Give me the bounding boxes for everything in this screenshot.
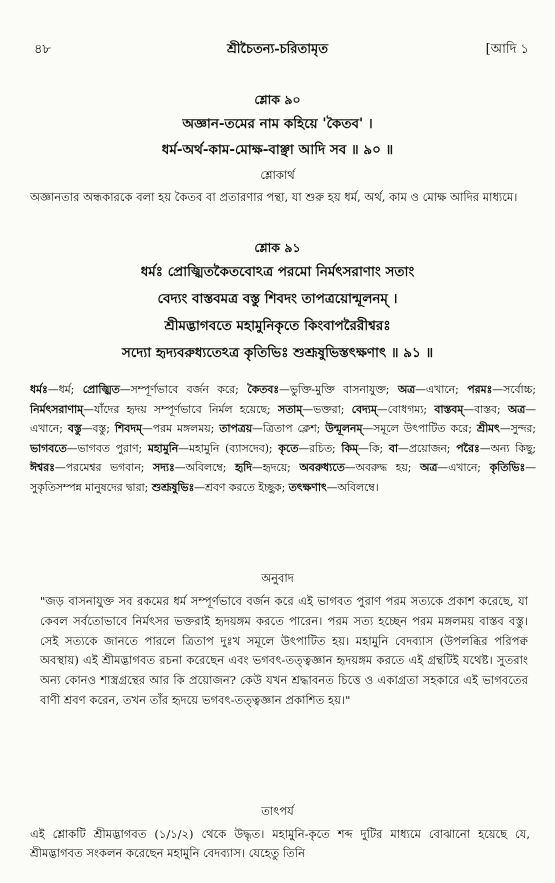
synonym-word: কিম্ xyxy=(341,441,359,455)
synonym-word: ধর্মঃ xyxy=(30,383,48,396)
synonym-word: সতাম্ xyxy=(277,402,303,416)
synonym-word: ভাগবতে xyxy=(30,441,67,455)
synonym-entry: পরমঃ—সর্বোচ্চ; xyxy=(467,383,536,396)
purport-text: এই শ্লোকটি শ্রীমদ্ভাগবত (১/১/২) থেকে উদ্ধৃত। মহামুনি-কৃতে শব্দ দুটির মাধ্যমে বোঝানো হয়েছে যে, শ্রীমদ্ভাগবত সংকলন করেছেন মহামুনি বেদব্যাস। যেহেতু তিনি xyxy=(30,827,530,860)
synonym-word: সদ্যঃ xyxy=(153,461,175,475)
sloka-91-line-4: সদ্যো হৃদ্যবরুধ্যতেঽত্র কৃতিভিঃ শুশ্রূষুভিস্তৎক্ষণাৎ ॥ ৯১ ॥ xyxy=(121,345,434,361)
synonym-entry: ধর্মঃ—ধর্ম; xyxy=(30,383,75,396)
page-header xyxy=(0,40,555,62)
synonym-meaning: পরম মঙ্গলময়; xyxy=(152,422,215,436)
synonym-meaning: সমূলে উৎপাটিত করে; xyxy=(373,422,472,436)
synonym-entry: ঈশ্বরঃ—পরমেশ্বর ভগবান; xyxy=(30,461,145,475)
synonym-entry: কৃতে—রচিত; xyxy=(278,441,336,455)
translation-text: "জড় বাসনাযুক্ত সব রকমের ধর্ম সম্পূর্ণভাবে বর্জন করে এই ভাগবত পুরাণ পরম সত্যকে প্রকাশ করেছে, যা কেবল সর্বতোভাবে নির্মৎসর ভক্তরাই হৃদয়ঙ্গম করতে পারেন। পরম সত্য হচ্ছেন পরম মঙ্গলময় বাস্তব বস্তু। সেই সত্যকে জানতে পারলে ত্রিতাপ দুঃখ সমূলে উৎপাটিত হয়। মহামুনি বেদব্যাস (উপলব্ধির পরিপক্ব অবস্থায়) এই শ্রীমদ্ভাগবত রচনা করেছেন এবং ভগবৎ-তত্ত্বজ্ঞান হৃদয়ঙ্গম করতে এই গ্রন্থটিই যথেষ্ট। সুতরাং অন্য কোনও শাস্ত্রগ্রন্থের আর কি প্রয়োজন? কেউ যখন শ্রদ্ধাবনত চিত্তে ও একাগ্রতা সহকারে এই ভাগবতের বাণী শ্রবণ করেন, তখন তাঁর হৃদয়ে ভগবৎ-তত্ত্বজ্ঞান প্রকাশিত হয়।" xyxy=(40,594,528,707)
synonym-meaning: সম্পূর্ণভাবে বর্জন করে; xyxy=(130,383,239,396)
synonym-entry: অত্র—এখানে; xyxy=(420,461,481,475)
synonym-meaning: ভাগবত পুরাণ; xyxy=(77,441,143,455)
sloka-90-meaning-heading: শ্লোকার্থ xyxy=(260,168,295,182)
synonym-entry: সতাম্—ভক্তরা; xyxy=(277,402,345,416)
synonym-entry: কৈতবঃ—ভুক্তি-মুক্তি বাসনাযুক্ত; xyxy=(247,383,390,396)
sloka-91-line-1: ধর্মঃ প্রোজ্ঝিতকৈতবোঽত্র পরমো নির্মৎসরাণাং সতাং xyxy=(140,264,415,280)
synonym-entry: অত্র—এখানে; xyxy=(30,402,536,436)
synonym-meaning: ভুক্তি-মুক্তি বাসনাযুক্ত; xyxy=(289,383,390,396)
synonym-entry: সদ্যঃ—অবিলম্বে; xyxy=(153,461,227,475)
synonym-word: পরৈঃ xyxy=(456,441,480,455)
synonym-word: বস্তু xyxy=(67,422,82,436)
synonym-entry: অত্র—এখানে; xyxy=(397,383,459,396)
synonym-meaning: ত্রিতাপ ক্লেশ; xyxy=(262,422,321,436)
synonym-word: বাস্তবম্ xyxy=(434,402,464,416)
synonym-word: অত্র xyxy=(397,383,416,396)
synonym-entry: কৃতিভিঃ—সুকৃতিসম্পন্ন মানুষদের দ্বারা; xyxy=(30,461,537,494)
synonym-meaning: অবিলম্বে; xyxy=(185,461,227,475)
translation-heading: অনুবাদ xyxy=(261,571,294,585)
synonym-meaning: কি; xyxy=(368,441,384,455)
synonym-entry: অবরুধ্যতে—অবরুদ্ধ হয়; xyxy=(299,461,412,475)
synonym-meaning: ধর্ম; xyxy=(58,383,75,396)
synonym-meaning: মহামুনি (ব্যাসদেব); xyxy=(189,441,273,455)
synonym-meaning: রচিত; xyxy=(309,441,336,455)
synonym-word: ঈশ্বরঃ xyxy=(30,461,55,475)
synonym-word: প্রোজ্ঝিত xyxy=(82,383,120,396)
sloka-91-line-3: শ্রীমদ্ভাগবতে মহামুনিকৃতে কিংবাপরৈরীশ্বরঃ xyxy=(164,318,391,334)
synonym-meaning: এখানে; xyxy=(30,422,63,436)
synonym-entry: ভাগবতে—ভাগবত পুরাণ; xyxy=(30,441,143,455)
synonym-word: কৃতিভিঃ xyxy=(489,461,526,475)
synonym-entry: নির্মৎসরাণাম্—যাঁদের হৃদয় সম্পূর্ণভাবে নির্মল হয়েছে; xyxy=(30,402,271,416)
synonym-word: কৃতে xyxy=(278,441,299,455)
synonym-meaning: হৃদয়ে; xyxy=(262,461,291,475)
synonym-meaning: এখানে; xyxy=(448,461,481,475)
sloka-90-line-1: অজ্ঞান-তমের নাম কহিয়ে 'কৈতব' । xyxy=(182,116,373,132)
sloka-91-line-2: বেদ্যং বাস্তবমত্র বস্তু শিবদং তাপত্রয়োন্মূলনম্ । xyxy=(157,291,398,307)
synonym-word: মহামুনি xyxy=(147,441,179,455)
sloka-90-heading: শ্লোক ৯০ xyxy=(254,92,301,107)
synonym-meaning: শ্রবণ করতে ইচ্ছুক; xyxy=(205,480,286,494)
synonym-word: তাপত্রয় xyxy=(219,422,253,436)
synonym-word: অত্র xyxy=(507,402,526,416)
synonym-meaning: অবিলম্বে। xyxy=(337,480,379,494)
synonym-entry: বাস্তবম্—বাস্তব; xyxy=(434,402,501,416)
synonym-entry: শিবদম্—পরম মঙ্গলময়; xyxy=(114,422,215,436)
synonym-meaning: অবরুদ্ধ হয়; xyxy=(355,461,412,475)
synonym-meaning: বস্তু; xyxy=(92,422,110,436)
synonym-entry: বস্তু—বস্তু; xyxy=(67,422,110,436)
sloka-91-heading: শ্লোক ৯১ xyxy=(254,240,301,255)
synonym-word: শুশ্রূষুভিঃ xyxy=(151,480,195,494)
synonym-entry: বা—প্রয়োজন; xyxy=(388,441,451,455)
synonym-meaning: সর্বোচ্চ; xyxy=(503,383,536,396)
synonym-word: কৈতবঃ xyxy=(247,383,280,396)
chapter-reference: [আদি ১ xyxy=(485,42,529,57)
synonym-word: অবরুধ্যতে xyxy=(299,461,345,475)
synonym-meaning: এখানে; xyxy=(425,383,459,396)
synonym-meaning: পরমেশ্বর ভগবান; xyxy=(65,461,145,475)
page-number: ৪৮ xyxy=(34,42,51,57)
synonym-word: বা xyxy=(388,441,399,455)
purport-heading: তাৎপর্য xyxy=(261,804,294,818)
synonym-entry: তাপত্রয়—ত্রিতাপ ক্লেশ; xyxy=(219,422,321,436)
synonym-meaning: যাঁদের হৃদয় সম্পূর্ণভাবে নির্মল হয়েছে; xyxy=(93,402,271,416)
synonym-meaning: বোধগম্য; xyxy=(387,402,428,416)
synonym-word: পরমঃ xyxy=(467,383,493,396)
synonym-meaning: ভক্তরা; xyxy=(313,402,345,416)
synonym-word: শ্রীমৎ xyxy=(476,422,500,436)
synonym-word: নির্মৎসরাণাম্ xyxy=(30,402,84,416)
synonym-meaning: সুকৃতিসম্পন্ন মানুষদের দ্বারা; xyxy=(30,480,149,494)
synonym-entry: তৎক্ষণাৎ—অবিলম্বে। xyxy=(288,480,379,494)
synonym-entry: বেদ্যম্—বোধগম্য; xyxy=(351,402,428,416)
synonym-word: তৎক্ষণাৎ xyxy=(288,480,327,494)
synonym-word: উন্মূলনম্ xyxy=(325,422,363,436)
sloka-90-meaning: অজ্ঞানতার অন্ধকারকে বলা হয় কৈতব বা প্রতারণার পন্থা, যা শুরু হয় ধর্ম, অর্থ, কাম ও মোক্ষ আদির মাধ্যমে। xyxy=(30,190,518,204)
synonym-word: বেদ্যম্ xyxy=(351,402,377,416)
synonym-entry: শুশ্রূষুভিঃ—শ্রবণ করতে ইচ্ছুক; xyxy=(151,480,286,494)
synonym-entry: উন্মূলনম্—সমূলে উৎপাটিত করে; xyxy=(325,422,472,436)
sloka-90-line-2: ধর্ম-অর্থ-কাম-মোক্ষ-বাঞ্ছা আদি সব ॥ ৯০ ॥ xyxy=(161,142,394,158)
synonym-meaning: অন্য কিছু; xyxy=(490,441,537,455)
synonym-word: অত্র xyxy=(420,461,438,475)
synonym-entry: কিম্—কি; xyxy=(341,441,384,455)
synonym-entry: শ্রীমৎ—সুন্দর; xyxy=(476,422,536,436)
synonym-word: হৃদি xyxy=(235,461,252,475)
word-for-word-synonyms xyxy=(30,380,536,498)
synonym-meaning: বাস্তব; xyxy=(474,402,501,416)
synonym-entry: পরৈঃ—অন্য কিছু; xyxy=(456,441,537,455)
synonym-meaning: সুন্দর; xyxy=(510,422,536,436)
synonym-meaning: প্রয়োজন; xyxy=(408,441,451,455)
synonym-word: শিবদম্ xyxy=(114,422,142,436)
synonym-entry: মহামুনি—মহামুনি (ব্যাসদেব); xyxy=(147,441,273,455)
running-title: শ্রীচৈতন্য-চরিতামৃত xyxy=(226,42,329,57)
synonym-entry: প্রোজ্ঝিত—সম্পূর্ণভাবে বর্জন করে; xyxy=(82,383,239,396)
synonym-entry: হৃদি—হৃদয়ে; xyxy=(235,461,291,475)
